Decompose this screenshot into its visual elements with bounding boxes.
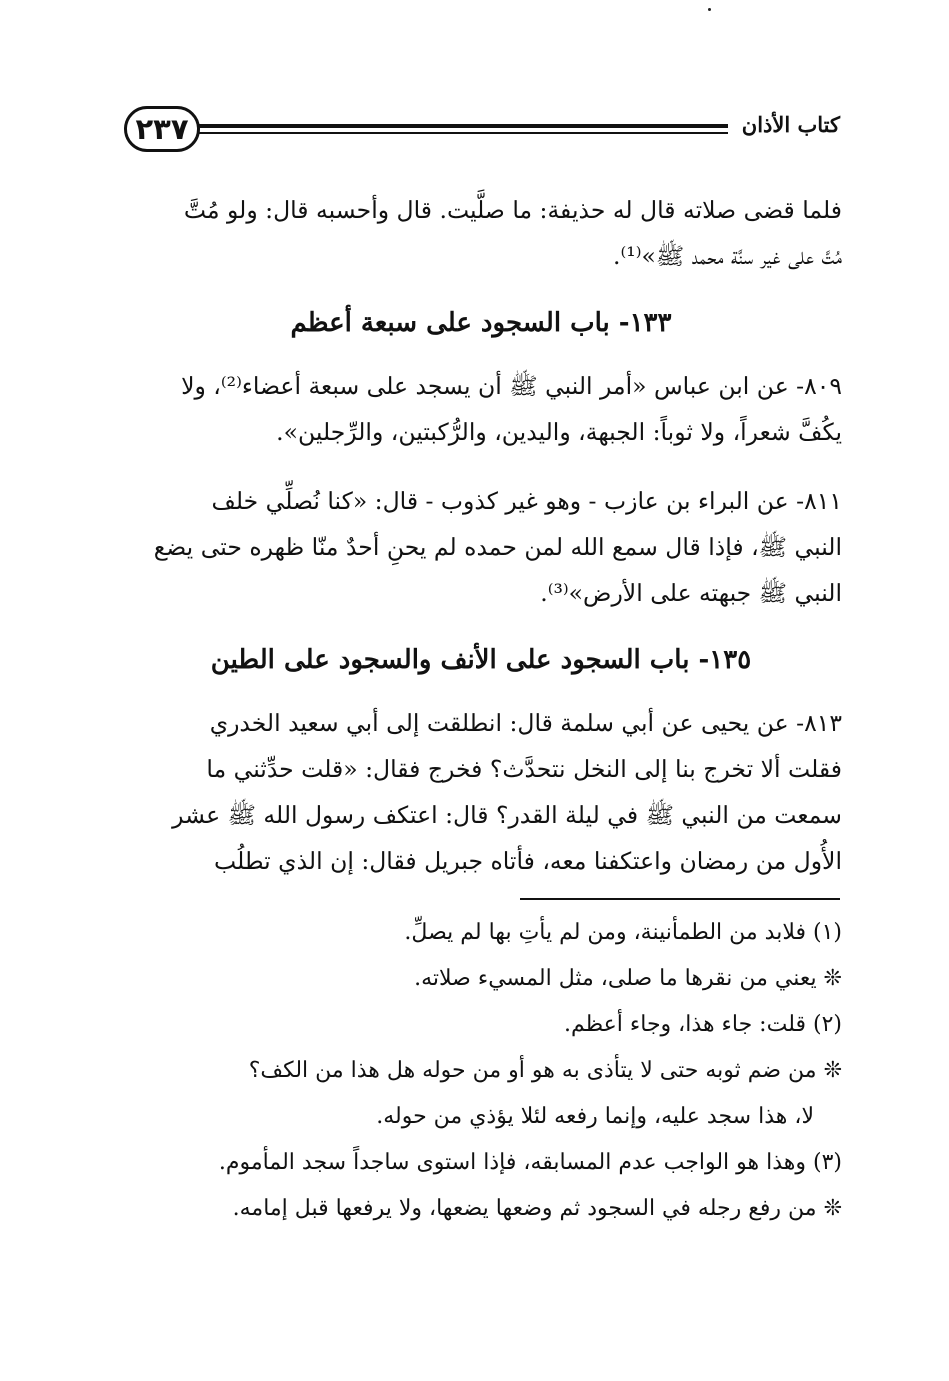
hadith-813-line-3: سمعت من النبي ﷺ في ليلة القدر؟ قال: اعتكف رسول الله ﷺ عشر xyxy=(172,801,842,829)
hadith-813-line-1: ٨١٣- عن يحيى عن أبي سلمة قال: انطلقت إلى أبي سعيد الخدري xyxy=(209,709,842,737)
page-number: ٢٣٧ xyxy=(124,106,200,152)
footnote-2-comment-line-1: ❊ من ضم ثوبه حتى لا يتأذى به هو أو من حوله هل هذا من الكف؟ xyxy=(248,1058,842,1083)
hadith-811-line-2: النبي ﷺ، فإذا قال سمع الله لمن حمده لم يحنِ أحدٌ منّا ظهره حتى يضع xyxy=(153,533,842,561)
hadith-809-line-1: ٨٠٩- عن ابن عباس «أمر النبي ﷺ أن يسجد على سبعة أعضاء⁽²⁾، ولا xyxy=(181,372,842,400)
footnote-3-comment: ❊ من رفع رجله في السجود ثم وضعها يضعها، ولا يرفعها قبل إمامه. xyxy=(232,1196,842,1221)
header-rule-thick xyxy=(198,124,728,128)
hadith-811-line-3: النبي ﷺ جبهته على الأرض»⁽³⁾. xyxy=(540,579,842,607)
footnote-separator xyxy=(520,898,840,900)
footnote-2-comment-line-2: لا، هذا سجد عليه، وإنما رفعه لئلا يؤذي من حوله. xyxy=(376,1104,814,1129)
intro-line-1: فلما قضى صلاته قال له حذيفة: ما صلَّيت. قال وأحسبه قال: ولو مُتَّ xyxy=(183,196,842,224)
hadith-811 xyxy=(120,478,842,616)
section-heading-133: ١٣٣- باب السجود على سبعة أعظم xyxy=(290,308,672,338)
hadith-809 xyxy=(120,363,842,455)
footnote-3: (٣) وهذا هو الواجب عدم المسابقه، فإذا استوى ساجداً سجد المأموم. xyxy=(218,1150,842,1175)
footnotes xyxy=(120,910,842,1232)
hadith-811-line-1: ٨١١- عن البراء بن عازب - وهو غير كذوب - قال: «كنا نُصلِّي خلف xyxy=(211,487,842,515)
intro-line-2: مُتَّ على غير سنَّة محمد ﷺ»⁽¹⁾. xyxy=(613,242,842,270)
intro-paragraph xyxy=(120,187,842,279)
page-header xyxy=(124,106,840,158)
footnote-1: (١) فلابد من الطمأنينة، ومن لم يأتِ بها لم يصلِّ. xyxy=(404,920,842,945)
footnote-2: (٢) قلت: جاء هذا، وجاء أعظم. xyxy=(564,1012,842,1037)
header-rule-thin xyxy=(198,132,728,134)
scan-speck xyxy=(708,8,711,11)
hadith-813 xyxy=(120,700,842,884)
hadith-809-line-2: يكُفَّ شعراً، ولا ثوباً: الجبهة، واليدين، والرُّكبتين، والرِّجلين». xyxy=(276,418,842,446)
hadith-813-line-2: فقلت ألا تخرج بنا إلى النخل نتحدَّث؟ فخرج فقال: «قلت حدِّثني ما xyxy=(206,755,842,783)
footnote-1-comment: ❊ يعني من نقرها ما صلى، مثل المسيء صلاته. xyxy=(414,966,842,991)
chapter-title: كتاب الأذان xyxy=(741,112,840,137)
section-heading-135: ١٣٥- باب السجود على الأنف والسجود على الطين xyxy=(210,645,752,675)
hadith-813-line-4: الأُول من رمضان واعتكفنا معه، فأتاه جبريل فقال: إن الذي تطلُب xyxy=(214,847,842,875)
